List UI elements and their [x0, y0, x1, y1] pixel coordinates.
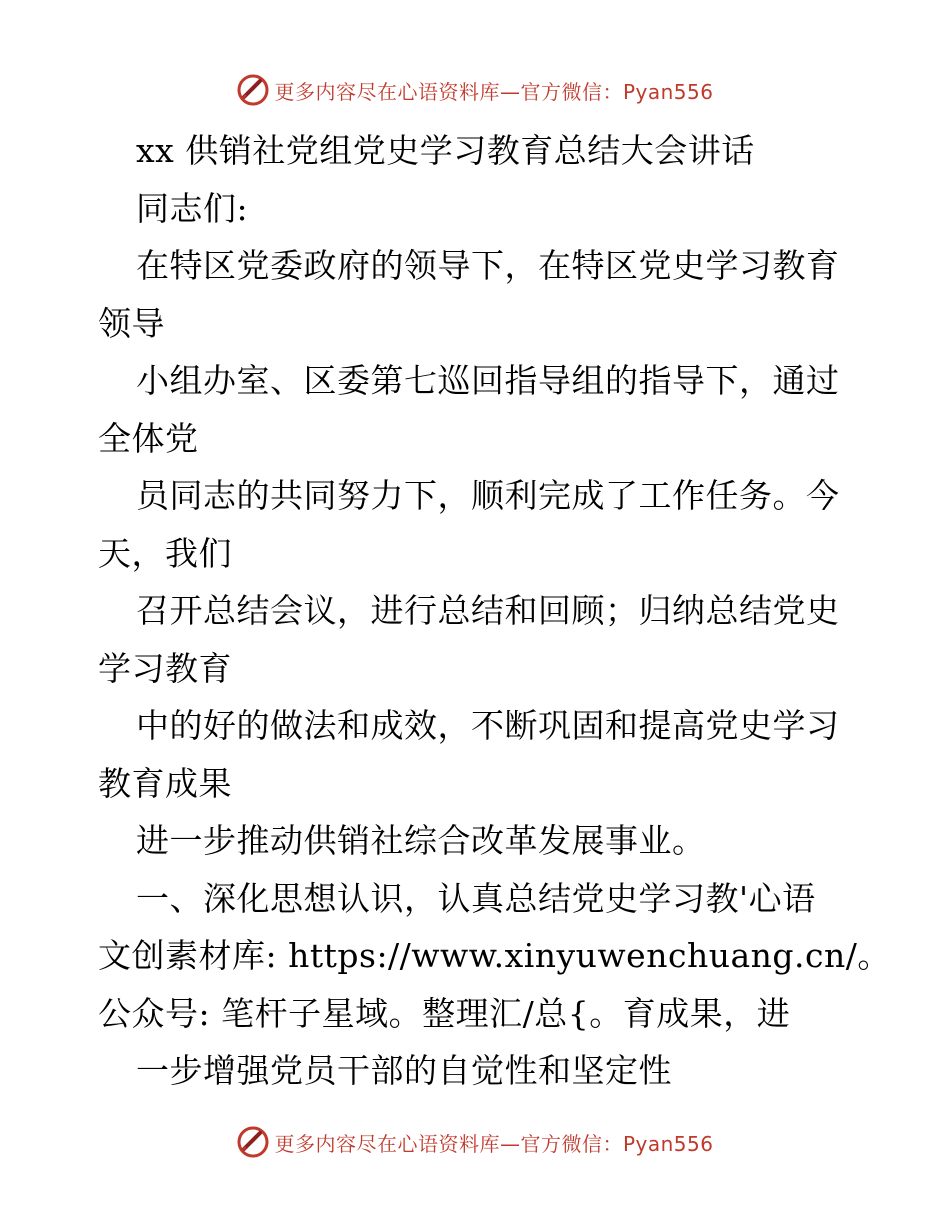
paragraph-line: 中的好的做法和成效，不断巩固和提高党史学习 — [136, 706, 840, 745]
paragraph-line: 进一步推动供销社综合改革发展事业。 — [136, 821, 706, 860]
paragraph-line: 公众号: 笔杆子星域。整理汇/总{。育成果，进 — [98, 993, 791, 1033]
pen-swirl-logo-icon — [236, 73, 270, 107]
paragraph-line: 学习教育 — [98, 648, 232, 688]
paragraph-line: 文创素材库: https://www.xinyuwenchuang.cn/。 — [98, 936, 891, 975]
paragraph-line: 领导 — [98, 303, 165, 343]
paragraph-line: 员同志的共同努力下，顺利完成了工作任务。今 — [136, 476, 840, 515]
paragraph-line: 小组办室、区委第七巡回指导组的指导下，通过 — [136, 361, 840, 400]
paragraph-line: 全体党 — [98, 418, 199, 458]
paragraph-line: 教育成果 — [98, 763, 232, 803]
document-title: xx 供销社党组党史学习教育总结大会讲话 — [136, 131, 755, 170]
footer-banner-text: 更多内容尽在心语资料库—官方微信：Pyan556 — [274, 1131, 714, 1156]
paragraph-line: 召开总结会议，进行总结和回顾；归纳总结党史 — [136, 591, 840, 630]
paragraph-line: 一步增强党员干部的自觉性和坚定性 — [136, 1051, 672, 1090]
section-heading-line: 一、深化思想认识，认真总结党史学习教'心语 — [136, 878, 816, 918]
footer-banner — [0, 1122, 950, 1162]
header-banner-text: 更多内容尽在心语资料库—官方微信：Pyan556 — [274, 79, 714, 104]
paragraph-line: 在特区党委政府的领导下，在特区党史学习教育 — [136, 246, 840, 285]
document-body — [98, 122, 891, 1100]
pen-swirl-logo-icon — [236, 1125, 270, 1159]
header-banner — [0, 70, 950, 110]
paragraph-line: 天，我们 — [98, 533, 232, 573]
salutation: 同志们: — [136, 188, 249, 228]
